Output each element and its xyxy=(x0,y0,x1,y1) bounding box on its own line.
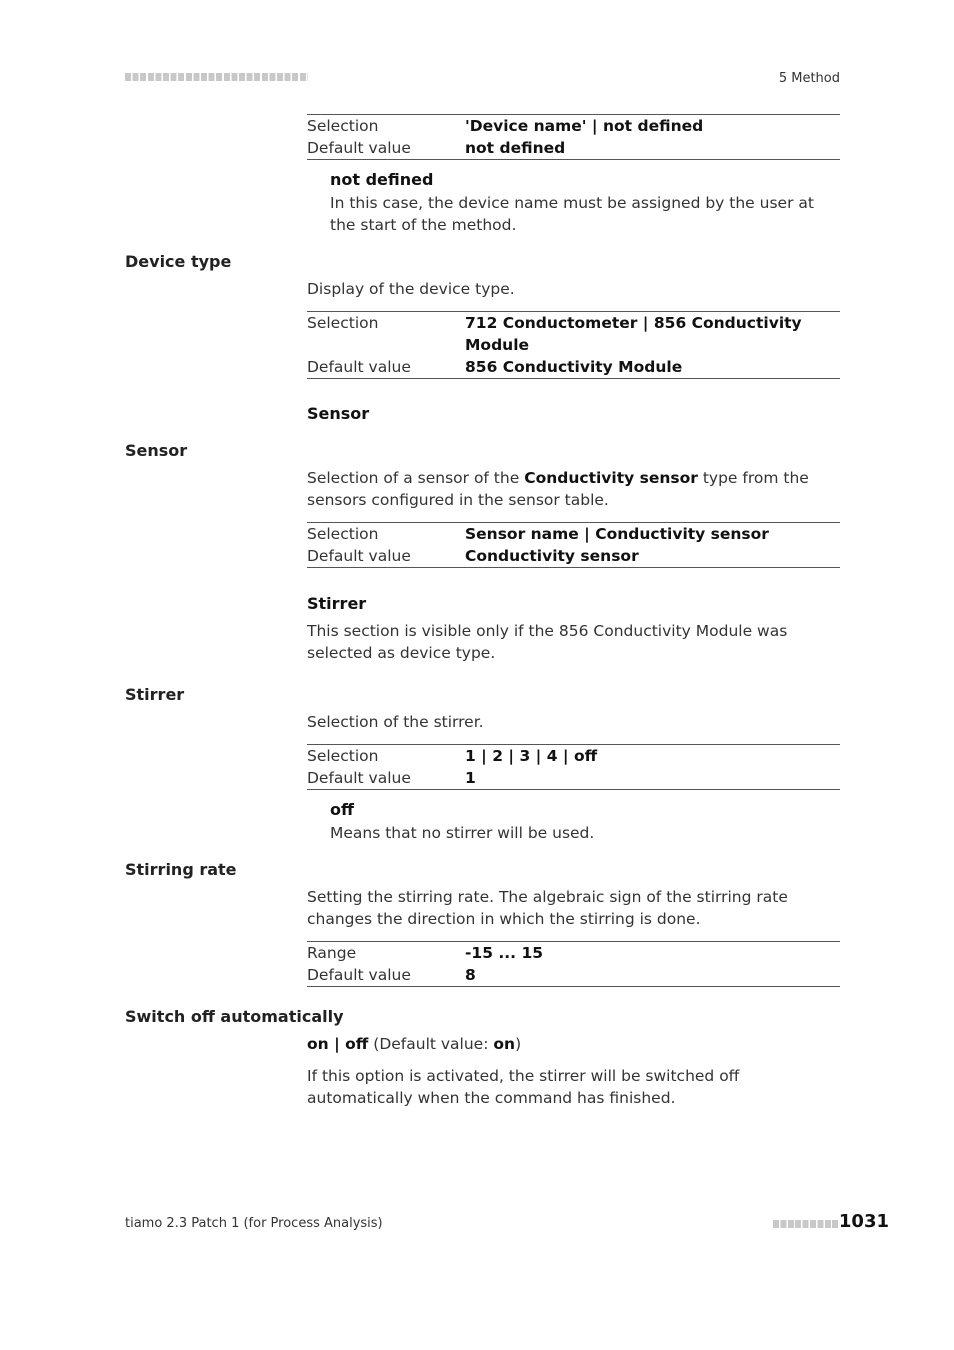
param-key: Default value xyxy=(307,547,411,565)
param-options xyxy=(307,1033,840,1055)
param-heading-device-type: Device type xyxy=(125,252,232,271)
param-heading-sensor: Sensor xyxy=(125,441,188,460)
param-key: Default value xyxy=(307,966,411,984)
param-key: Selection xyxy=(307,525,379,543)
param-value: not defined xyxy=(465,139,566,157)
param-key: Selection xyxy=(307,117,379,135)
default-prefix: (Default value: xyxy=(368,1035,494,1053)
definition-term: off xyxy=(330,800,354,819)
section-title-sensor: Sensor xyxy=(307,404,370,423)
param-value: 1 xyxy=(465,769,476,787)
sensor-param-table xyxy=(307,522,840,568)
desc-text: Selection of a sensor of the xyxy=(307,469,525,487)
param-key: Default value xyxy=(307,769,411,787)
param-description: Setting the stirring rate. The algebraic sign of the stirring rate changes the direction in which the stirring is done. xyxy=(307,888,788,928)
desc-text: type from the sensors configured in the sensor table. xyxy=(307,469,809,509)
stirring-rate-param-table xyxy=(307,941,840,987)
device-type-param-table xyxy=(307,311,840,379)
param-key: Default value xyxy=(307,358,411,376)
header-decoration xyxy=(125,73,308,81)
param-description: If this option is activated, the stirrer will be switched off automatically when the command has finished. xyxy=(307,1067,740,1107)
param-value: 712 Conductometer | 856 Conductivity Module xyxy=(465,314,802,354)
page-number: 1031 xyxy=(838,1211,889,1232)
param-key: Default value xyxy=(307,139,411,157)
definition-text: Means that no stirrer will be used. xyxy=(330,824,595,842)
param-key: Selection xyxy=(307,747,379,765)
param-value: 856 Conductivity Module xyxy=(465,358,683,376)
table-row xyxy=(307,523,840,546)
param-value: 1 | 2 | 3 | 4 | off xyxy=(465,747,598,765)
footer-product: tiamo 2.3 Patch 1 (for Process Analysis) xyxy=(125,1216,383,1231)
table-row xyxy=(307,137,840,160)
table-row xyxy=(307,767,840,790)
table-row xyxy=(307,745,840,768)
section-note: This section is visible only if the 856 Conductivity Module was selected as device type. xyxy=(307,622,788,662)
param-value: 8 xyxy=(465,966,476,984)
param-heading-stirring-rate: Stirring rate xyxy=(125,860,237,879)
param-heading-stirrer: Stirrer xyxy=(125,685,185,704)
param-key: Selection xyxy=(307,314,379,332)
default-suffix: ) xyxy=(515,1035,522,1053)
device-name-param-table xyxy=(307,114,840,160)
param-description xyxy=(307,467,840,511)
table-row xyxy=(307,115,840,138)
options-value: on | off xyxy=(307,1035,369,1053)
param-value: -15 ... 15 xyxy=(465,944,544,962)
chapter-title: 5 Method xyxy=(778,71,840,86)
param-value: Conductivity sensor xyxy=(465,547,639,565)
definition-term: not defined xyxy=(330,170,434,189)
param-value: Sensor name | Conductivity sensor xyxy=(465,525,769,543)
table-row xyxy=(307,964,840,987)
table-row xyxy=(307,312,840,357)
stirrer-param-table xyxy=(307,744,840,790)
param-description: Selection of the stirrer. xyxy=(307,713,484,731)
definition-text: In this case, the device name must be assigned by the user at the start of the method. xyxy=(330,194,814,234)
table-row xyxy=(307,545,840,568)
table-row xyxy=(307,356,840,379)
param-description: Display of the device type. xyxy=(307,280,515,298)
section-title-stirrer: Stirrer xyxy=(307,594,367,613)
footer-decoration xyxy=(773,1220,839,1228)
default-value: on xyxy=(493,1035,516,1053)
param-heading-switch-off: Switch off automatically xyxy=(125,1007,344,1026)
param-key: Range xyxy=(307,944,357,962)
table-row xyxy=(307,942,840,965)
desc-emphasis: Conductivity sensor xyxy=(524,469,698,487)
param-value: 'Device name' | not defined xyxy=(465,117,704,135)
